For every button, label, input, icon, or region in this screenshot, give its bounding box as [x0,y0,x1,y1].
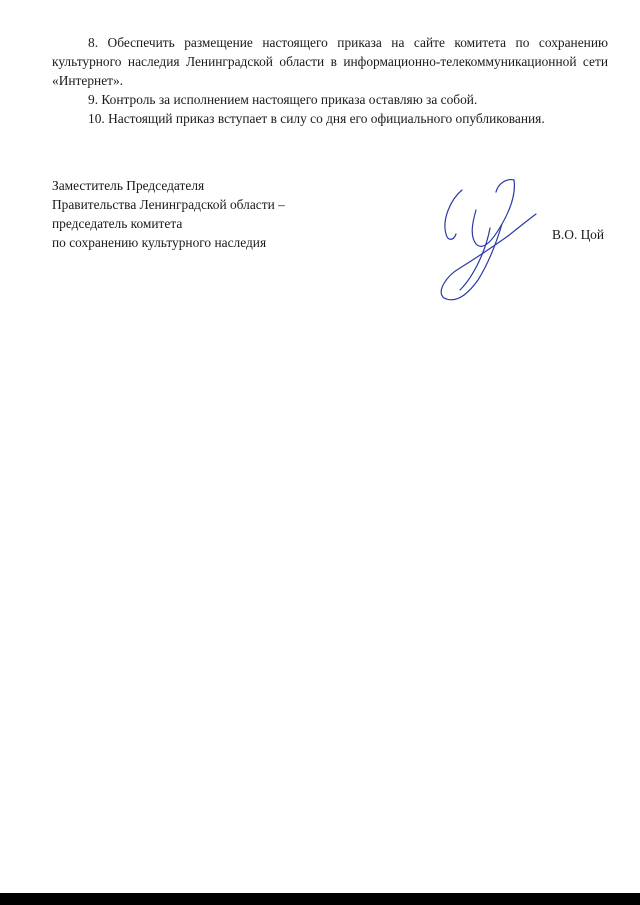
signatory-title-line-3: председатель комитета [52,216,183,231]
scan-bottom-border [0,893,640,905]
paragraph-9: 9. Контроль за исполнением настоящего приказа оставляю за собой. [88,92,478,107]
signatory-title-line-1: Заместитель Председателя [52,178,205,193]
paragraph-10: 10. Настоящий приказ вступает в силу со дня его официального опубликования. [88,111,545,126]
signatory-title-block [52,176,285,252]
order-body-text [52,33,608,128]
signatory-title-line-4: по сохранению культурного наследия [52,235,267,250]
signer-name: В.О. Цой [552,227,604,242]
handwritten-signature [432,172,542,307]
signatory-title-line-2: Правительства Ленинградской области – [52,197,285,212]
paragraph-8: 8. Обеспечить размещение настоящего приказа на сайте комитета по сохранению культурного наследия Ленинградской области в информационно-телекоммуникационной сети «Интернет». [52,35,608,88]
